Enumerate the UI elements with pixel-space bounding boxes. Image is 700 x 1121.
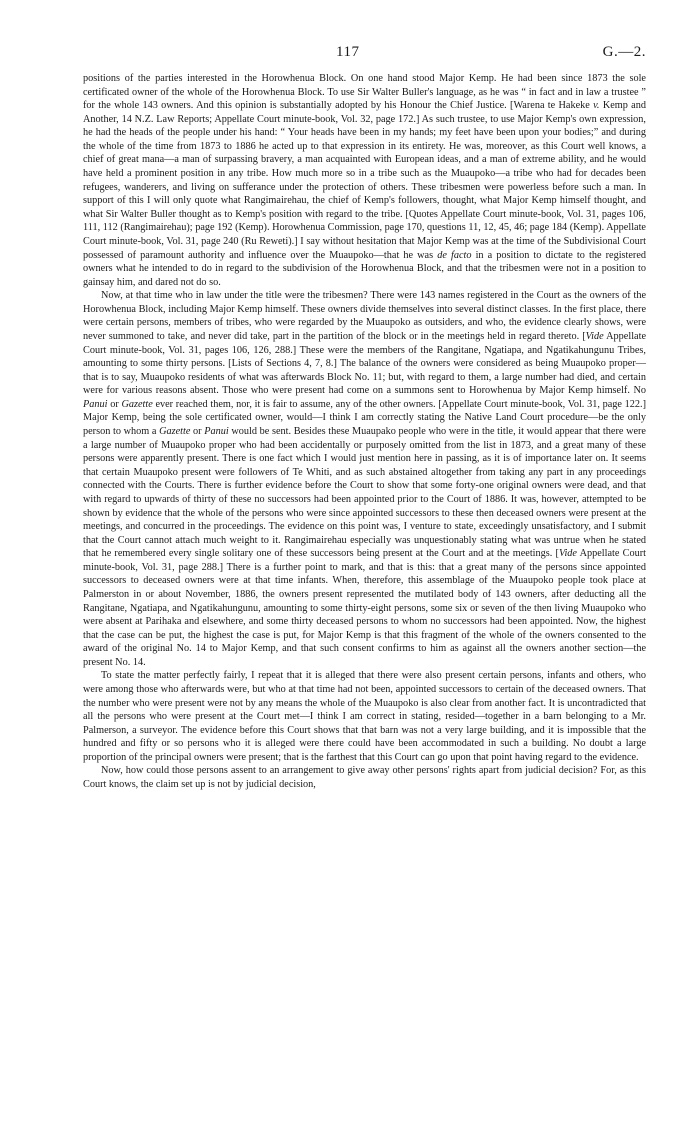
paragraph — [83, 289, 646, 669]
italic-text-run: Gazette — [121, 398, 153, 410]
text-run: would be sent. Besides these Muaupako people who were in the title, it would appear that there were a large number of Muaupoko proper who had been accidentally or purposely omitted from the list in 1873, and a great many of these persons were apparently present. There is one fact which I would just mention here in passing, as it is of importance later on. It seems that certain Muaupoko present were followers of Te Whiti, and as such abstained altogether from taking any part in any proceedings connected with the Courts. There is further evidence before the Court to show that some forty-one original owners were dead, and that with regard to upwards of thirty of these no successors had been appointed prior to the Court of 1886. It was, however, attempted to be shown by evidence that the whole of the persons who were since appointed successors to these then deceased owners were present at the meetings, and concurred in the proceedings. The evidence on this point was, I venture to state, exceedingly unsatisfactory, and I submit that the Court cannot attach much weight to it. Rangimairehau especially was unquestionably stating what was untrue when he stated that he remembered every single solitary one of these successors being present at the Court and at the meetings. [ — [83, 426, 646, 560]
text-run: in a position to dictate to the registered owners what he intended to do in regard to the subdivision of the Horowhenua Block, and that the tribesmen were not in a position to gainsay him, and dared not do so. — [83, 249, 647, 288]
italic-text-run: Vide — [585, 330, 604, 342]
text-run: Now, how could those persons assent to an arrangement to give away other persons' rights apart from judicial decision? For, as this Court knows, the claim set up is not by judicial decision, — [83, 765, 646, 791]
paragraph — [83, 669, 646, 764]
page-number: 117 — [336, 44, 360, 60]
italic-text-run: Vide — [558, 548, 577, 560]
text-run: Appellate Court minute-book, Vol. 31, pages 106, 126, 288.] These were the members of the Rangitane, Ngatiapa, and Ngatikahungunu Tribes, amounting to some thirty persons. [Lists of Sections 4, 7, 8.] The balance of the owners were considered as being Muaupoko proper—that is to say, Muaupoko residents of what was afterwards Block No. 11; but, with regard to them, a large number had died, and certain were for various reasons absent. Those who were present had come on a summons sent to Horowhenua by Major Kemp himself. No — [83, 330, 646, 397]
paragraph — [83, 72, 646, 289]
text-run: positions of the parties interested in the Horowhenua Block. On one hand stood Major Kemp. He had been since 1873 the sole certificated owner of the whole of the Horowhenua Block. To use Sir Walter Buller's language, as he was “ in fact and in law a trustee ” for the whole 143 owners. And this opinion is substantially adopted by his Honour the Chief Justice. [Warena te Hakeke — [83, 73, 646, 112]
italic-text-run: Panui — [83, 398, 108, 410]
body-text — [83, 72, 646, 792]
italic-text-run: Gazette — [159, 426, 191, 438]
text-run: Now, at that time who in law under the title were the tribesmen? There were 143 names registered in the Court as the owners of the Horowhenua Block, including Major Kemp himself. These owners divide themselves into several distinct classes. In the first place, there were certain persons, members of tribes, who were regarded by the Muaupoko as outsiders, and who, the evidence clearly shows, were never summoned to take, and never did take, part in the partition of the block or in the meetings held in regard thereto. [ — [83, 290, 646, 342]
italic-text-run: de facto — [437, 249, 472, 261]
paragraph — [83, 764, 646, 791]
italic-text-run: Panui — [204, 426, 229, 438]
text-run: or — [190, 426, 205, 438]
text-run: To state the matter perfectly fairly, I repeat that it is alleged that there were also present certain persons, infants and others, who were among those who afterwards were, but who at that time had not been, appointed successors to certain of the deceased owners. That the number who were present were not by any means the whole of the Muaupoko is also clear from another fact. It is uncontradicted that all the persons who were present at the Court met—I think I am correct in stating, resided—together in a barn belonging to a Mr. Palmerson, a surveyor. The evidence before this Court shows that that barn was not a very large building, and it is impossible that the hundred and fifty or so persons who it is alleged were there could have been accommodated in such a building. No doubt a large proportion of the principal owners were present; that is the farthest that this Court can go upon that point having regard to the evidence. — [83, 670, 646, 763]
text-run: Appellate Court minute-book, Vol. 31, page 288.] There is a further point to mark, and that is this: that a great many of the persons since appointed successors to deceased owners were at that time infants. When, therefore, this assemblage of the Muaupoko people took place at Palmerston in or about November, 1886, the owners present represented the mutilated body of 143 owners, after deducting all the Rangitane, Ngatiapa, and Ngatikahungunu, amounting to some thirty-eight persons, some six or seven of the then living Muaupoko who were absent at Parihaka and elsewhere, and some thirty deceased persons to whom no successors had been appointed. Now, the highest that the case can be put, the highest the case is put, for Major Kemp is that this fragment of the whole of the owners consented to the award of the original No. 14 to Major Kemp, and that such consent confirms to him as against all the owners another section—the present No. 14. — [83, 548, 646, 668]
document-series-mark: G.—2. — [602, 44, 646, 60]
text-run: or — [107, 398, 122, 410]
text-run: ever reached them, nor, it is fair to assume, any of the other owners. [Appellate Court minute-book, Vol. 31, page 122.] Major Kemp, being the sole certificated owner, would—I think I am correctly stating the Native Land Court procedure—be the only person to whom a — [83, 398, 646, 438]
text-run: Kemp and Another, 14 N.Z. Law Reports; Appellate Court minute-book, Vol. 32, page 172.] As such trustee, to use Major Kemp's own expression, he had the heads of the people under his hand: “ Your heads have been in my hands; my feet have been upon your bodies;” and during the whole of the time from 1873 to 1886 he acted up to that expression in its entirety. He was, moreover, as this Court well knows, a chief of great mana—a man of surpassing bravery, a man acquainted with European ideas, and a man of extreme ability, and he would have held a prominent position in any tribe. How much more so in a tribe such as the Muaupoko—a tribe who had for decades been refugees, wanderers, and living on sufferance under the protection of others. These tribesmen were powerless before such a man. In support of this I will only quote what Rangimairehau, the chief of Kemp's followers, thought, what Major Kemp himself thought, and what Sir Walter Buller thought as to Kemp's position with regard to the tribe. [Quotes Appellate Court minute-book, Vol. 31, pages 106, 111, 112 (Rangimairehau); page 192 (Kemp). Horowhenua Commission, page 170, questions 11, 12, 45, 46; page 184 (Kemp). Appellate Court minute-book, Vol. 31, page 240 (Ru Reweti).] I say without hesitation that Major Kemp was at the time of the Subdivisional Court possessed of paramount authority and influence over the Muaupoko—that he was — [83, 100, 646, 261]
page-header — [83, 44, 646, 72]
italic-text-run: v. — [593, 100, 600, 112]
